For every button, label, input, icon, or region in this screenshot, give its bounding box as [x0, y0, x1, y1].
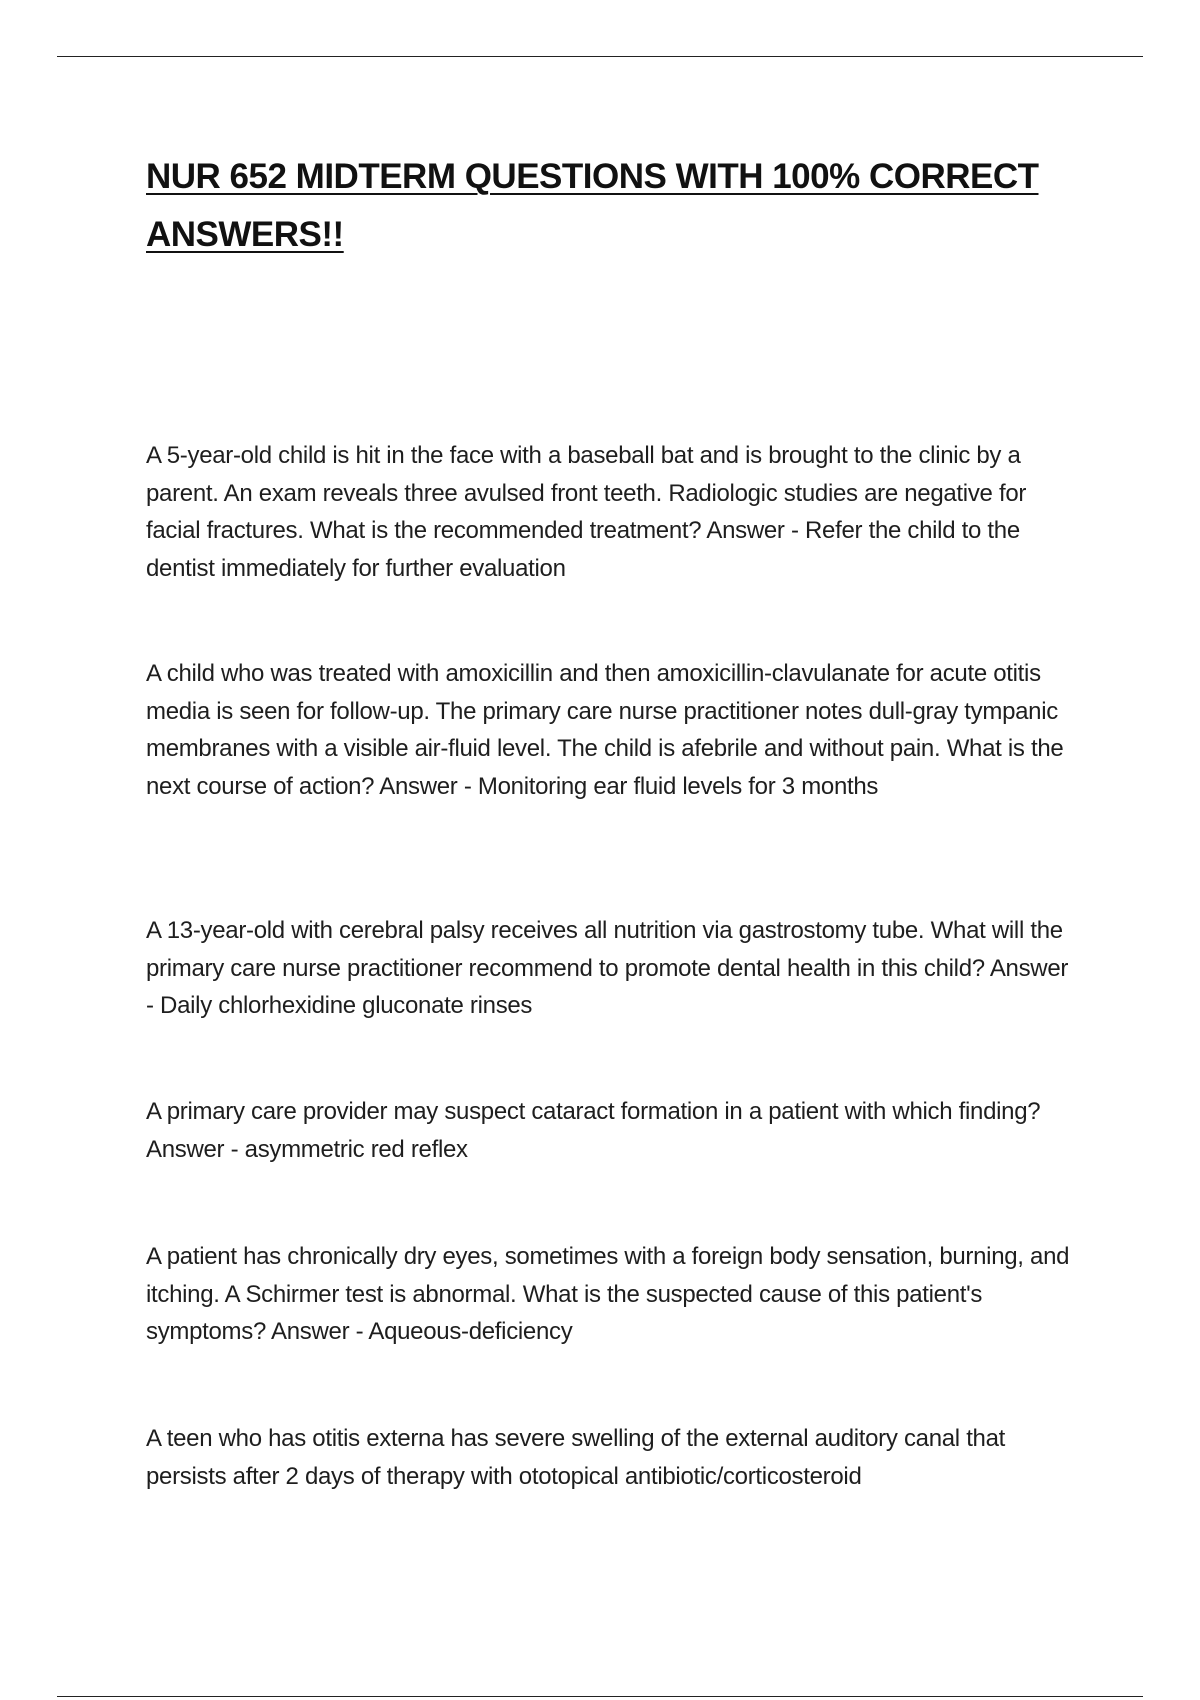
- question-5: A patient has chronically dry eyes, sometimes with a foreign body sensation, burning, and itching. A Schirmer test is abnormal. What is the suspected cause of this patient's symptoms? Answer - Aqueous-deficiency: [146, 1243, 1070, 1345]
- question-1: A 5-year-old child is hit in the face with a baseball bat and is brought to the clinic by a parent. An exam reveals three avulsed front teeth. Radiologic studies are negative for facial fractures. What is the recommended treatment? Answer - Refer the child to the dentist immediately for further evaluation: [146, 442, 1027, 582]
- bottom-divider: [57, 1696, 1143, 1697]
- question-2: A child who was treated with amoxicillin and then amoxicillin-clavulanate for acute otitis media is seen for follow-up. The primary care nurse practitioner notes dull-gray tympanic membranes with a visible air-fluid level. The child is afebrile and without pain. What is the next course of action? Answer - Monitoring ear fluid levels for 3 months: [146, 660, 1064, 800]
- question-4: A primary care provider may suspect cataract formation in a patient with which finding? Answer - asymmetric red reflex: [146, 1098, 1041, 1163]
- question-3: A 13-year-old with cerebral palsy receives all nutrition via gastrostomy tube. What will the primary care nurse practitioner recommend to promote dental health in this child? Answer - Daily chlorhexidine gluconate rinses: [146, 917, 1069, 1019]
- question-6: A teen who has otitis externa has severe swelling of the external auditory canal that persists after 2 days of therapy with ototopical antibiotic/corticosteroid: [146, 1425, 1006, 1490]
- top-divider: [57, 56, 1143, 57]
- document-title: NUR 652 MIDTERM QUESTIONS WITH 100% CORRECT ANSWERS!!: [146, 157, 1039, 254]
